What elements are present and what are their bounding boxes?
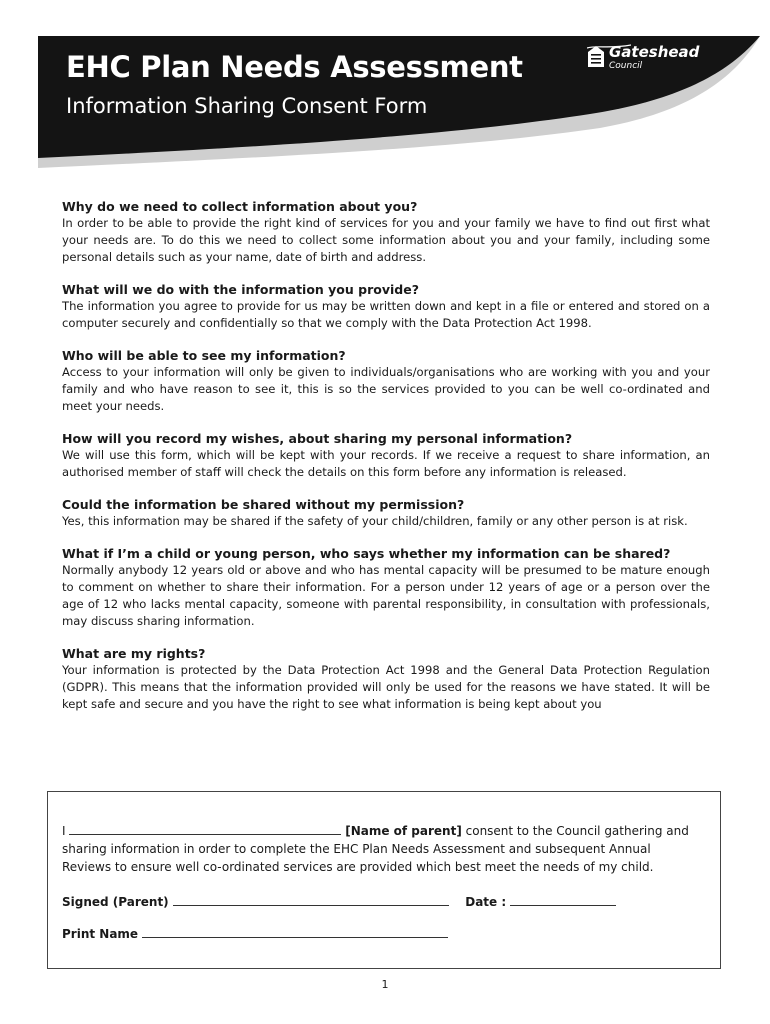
date-label: Date : [465,895,507,909]
info-sections [62,198,710,728]
section-heading: What will we do with the information you provide? [62,282,419,297]
consent-box [47,791,721,969]
section-record-wishes [62,430,710,481]
section-who-see [62,347,710,415]
page-subtitle: Information Sharing Consent Form [66,94,428,118]
logo-name: Gateshead [609,43,700,61]
signature-field[interactable] [173,893,449,906]
section-body: In order to be able to provide the right kind of services for you and your family we have to find out first what your needs are. To do this we need to collect some information about you and your family, including some personal details such as your name, date of birth and address. [62,216,710,264]
section-heading: Could the information be shared without my permission? [62,497,465,512]
page-number: 1 [381,978,389,991]
section-rights [62,645,710,713]
section-body: Yes, this information may be shared if the safety of your child/children, family or any other person is at risk. [62,514,688,528]
section-without-permission [62,496,710,530]
signature-row [62,893,616,909]
section-heading: What are my rights? [62,646,206,661]
consent-statement [62,822,702,876]
consent-prefix: I [62,824,66,838]
parent-name-label: [Name of parent] [345,824,462,838]
print-name-row [62,925,448,941]
section-body: The information you agree to provide for us may be written down and kept in a file or entered and stored on a computer securely and confidentially so that we comply with the Data Protection Act 1998. [62,299,710,330]
section-child-young-person [62,545,710,630]
section-heading: How will you record my wishes, about sharing my personal information? [62,431,573,446]
header-banner [0,0,770,180]
section-what-do [62,281,710,332]
section-why-collect [62,198,710,266]
section-body: We will use this form, which will be kept with your records. If we receive a request to share information, an authorised member of staff will check the details on this form before any information is released. [62,448,710,479]
section-body: Access to your information will only be given to individuals/organisations who are working with you and your family and who have reason to see it, this is so the services provided to you can be well co-ordinated and meet your needs. [62,365,710,413]
consent-body: consent to the Council gathering and sharing information in order to complete the EHC Plan Needs Assessment and subsequent Annual Reviews to ensure well co-ordinated services are provided which best meet the needs of my child. [62,824,689,874]
banner-shape [0,0,770,180]
signed-label: Signed (Parent) [62,895,169,909]
section-heading: Why do we need to collect information about you? [62,199,418,214]
parent-name-field[interactable] [69,822,341,835]
logo-underline-icon [587,44,631,50]
date-field[interactable] [510,893,616,906]
page-title: EHC Plan Needs Assessment [66,50,523,84]
logo-subname: Council [609,61,643,71]
print-name-label: Print Name [62,927,139,941]
section-heading: Who will be able to see my information? [62,348,346,363]
section-heading: What if I’m a child or young person, who says whether my information can be shared? [62,546,671,561]
section-body: Normally anybody 12 years old or above and who has mental capacity will be presumed to be mature enough to comment on whether to share their information. For a person under 12 years of age or a person over the age of 12 who lacks mental capacity, someone with parental responsibility, in consultation with professionals, may discuss sharing information. [62,563,710,628]
print-name-field[interactable] [142,925,448,938]
section-body: Your information is protected by the Data Protection Act 1998 and the General Data Protection Regulation (GDPR). This means that the information provided will only be used for the reasons we have stated. It will be kept safe and secure and you have the right to see what information is being kept about you [62,663,710,711]
